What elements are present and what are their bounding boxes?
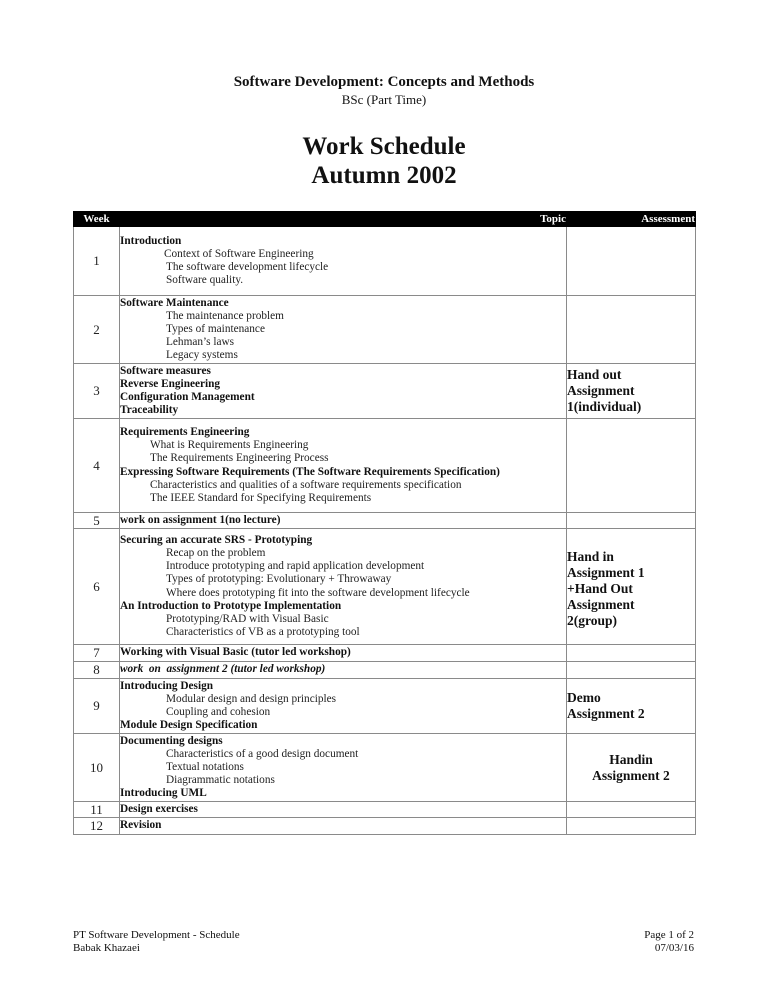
topic-cell: [120, 364, 567, 419]
topic-cell: [120, 513, 567, 529]
title-line-2: Autumn 2002: [311, 162, 457, 189]
week-cell: 9: [74, 679, 120, 734]
table-row: [74, 364, 696, 419]
topic-heading: Software Maintenance: [120, 296, 229, 309]
topic-cell: [120, 296, 567, 364]
assessment-cell: [567, 662, 696, 679]
topic-subitem: The IEEE Standard for Specifying Requirements: [150, 491, 372, 504]
topic-heading: Reverse Engineering: [120, 377, 221, 390]
table-header-row: [74, 212, 696, 227]
topic-heading: Documenting designs: [120, 734, 223, 747]
topic-subitem: Lehman’s laws: [166, 336, 235, 349]
assessment-text: Assignment 2: [592, 767, 670, 783]
column-header-topic: Topic: [120, 212, 567, 227]
assessment-cell: [567, 529, 696, 645]
topic-heading: Revision: [120, 819, 162, 832]
topic-cell: [120, 802, 567, 818]
week-cell: 7: [74, 645, 120, 662]
assessment-text: Assignment: [567, 596, 635, 612]
assessment-text: Assignment: [567, 383, 635, 398]
topic-subitem: Context of Software Engineering: [164, 247, 314, 260]
topic-heading: Working with Visual Basic (tutor led workshop): [120, 646, 351, 659]
assessment-text: Assignment 2: [567, 706, 645, 721]
footer-page-number: Page 1 of 2: [644, 929, 694, 941]
topic-heading: Design exercises: [120, 802, 198, 815]
assessment-text: Demo: [567, 690, 601, 705]
assessment-cell: [567, 419, 696, 513]
footer-right: [644, 929, 694, 955]
topic-cell: [120, 645, 567, 662]
table-row: [74, 818, 696, 835]
footer-author: Babak Khazaei: [73, 942, 140, 954]
table-row: [74, 296, 696, 364]
course-title: Software Development: Concepts and Methods: [233, 74, 535, 90]
topic-heading: Requirements Engineering: [120, 426, 250, 439]
week-cell: 5: [74, 513, 120, 529]
topic-subitem: Software quality.: [166, 274, 244, 287]
document-title: [0, 132, 768, 190]
footer-left: [73, 929, 240, 955]
table-row: [74, 227, 696, 296]
assessment-text: 2(group): [567, 612, 618, 628]
table-row: [74, 645, 696, 662]
column-header-week: Week: [74, 212, 120, 227]
topic-heading: Software measures: [120, 364, 211, 377]
topic-heading: Securing an accurate SRS - Prototyping: [120, 534, 313, 547]
assessment-cell: [567, 645, 696, 662]
assessment-cell: [567, 679, 696, 734]
topic-subitem: Coupling and cohesion: [166, 706, 271, 718]
assessment-cell: [567, 364, 696, 419]
topic-subitem: Diagrammatic notations: [166, 774, 275, 787]
topic-subitem: Recap on the problem: [166, 547, 266, 560]
week-cell: 1: [74, 227, 120, 296]
course-subtitle: BSc (Part Time): [341, 92, 427, 107]
table-row: [74, 419, 696, 513]
schedule-table: [73, 211, 696, 835]
table-row: [74, 802, 696, 818]
table-row: [74, 513, 696, 529]
topic-heading: Module Design Specification: [120, 719, 258, 732]
assessment-text: Hand out: [567, 367, 622, 382]
topic-cell: [120, 662, 567, 679]
week-cell: 4: [74, 419, 120, 513]
topic-subitem: Characteristics of a good design document: [166, 747, 359, 760]
assessment-text: Handin: [609, 751, 653, 767]
topic-subitem: Legacy systems: [166, 349, 238, 362]
topic-subitem: The software development lifecycle: [166, 261, 329, 273]
topic-cell: [120, 679, 567, 734]
topic-subitem: The Requirements Engineering Process: [150, 452, 329, 465]
assessment-cell: [567, 227, 696, 296]
week-cell: 12: [74, 818, 120, 835]
assessment-text: Assignment 1: [567, 564, 645, 580]
topic-cell: [120, 419, 567, 513]
topic-heading: Introducing UML: [120, 787, 207, 800]
week-cell: 3: [74, 364, 120, 419]
footer-document-name: PT Software Development - Schedule: [73, 929, 240, 941]
topic-heading: An Introduction to Prototype Implementation: [120, 599, 342, 612]
topic-cell: [120, 818, 567, 835]
table-row: [74, 662, 696, 679]
topic-subitem: Introduce prototyping and rapid application development: [166, 560, 425, 573]
assessment-text: Hand in: [567, 548, 614, 564]
assessment-cell: [567, 802, 696, 818]
assessment-text: 1(individual): [567, 399, 642, 414]
topic-heading: Traceability: [120, 404, 179, 417]
topic-heading: Introducing Design: [120, 679, 214, 692]
topic-heading: Introduction: [120, 234, 182, 247]
week-cell: 6: [74, 529, 120, 645]
week-cell: 2: [74, 296, 120, 364]
table-row: [74, 679, 696, 734]
topic-subitem: The maintenance problem: [166, 309, 284, 322]
topic-heading: work on assignment 2 (tutor led workshop): [120, 663, 326, 676]
assessment-text: +Hand Out: [567, 580, 633, 596]
topic-subitem: Characteristics of VB as a prototyping tool: [166, 625, 360, 638]
table-row: [74, 529, 696, 645]
topic-cell: [120, 734, 567, 802]
topic-subitem: Characteristics and qualities of a software requirements specification: [150, 478, 462, 491]
table-row: [74, 734, 696, 802]
topic-cell: [120, 227, 567, 296]
topic-subitem: Modular design and design principles: [166, 692, 337, 705]
topic-heading: Configuration Management: [120, 391, 255, 403]
assessment-cell: [567, 734, 696, 802]
week-cell: 11: [74, 802, 120, 818]
topic-cell: [120, 529, 567, 645]
column-header-assessment: Assessment: [567, 212, 696, 227]
topic-subitem: Types of maintenance: [166, 322, 265, 335]
footer-date: 07/03/16: [654, 942, 694, 954]
assessment-cell: [567, 296, 696, 364]
week-cell: 10: [74, 734, 120, 802]
topic-subitem: What is Requirements Engineering: [150, 439, 309, 452]
topic-heading: work on assignment 1(no lecture): [120, 513, 281, 526]
topic-subitem: Where does prototyping fit into the software development lifecycle: [166, 586, 470, 599]
week-cell: 8: [74, 662, 120, 679]
assessment-cell: [567, 818, 696, 835]
title-line-1: Work Schedule: [302, 133, 466, 160]
topic-subitem: Prototyping/RAD with Visual Basic: [166, 612, 329, 625]
topic-subitem: Textual notations: [166, 760, 244, 773]
topic-subitem: Types of prototyping: Evolutionary + Throwaway: [166, 573, 392, 586]
assessment-cell: [567, 513, 696, 529]
topic-heading: Expressing Software Requirements (The Software Requirements Specification): [120, 465, 500, 478]
